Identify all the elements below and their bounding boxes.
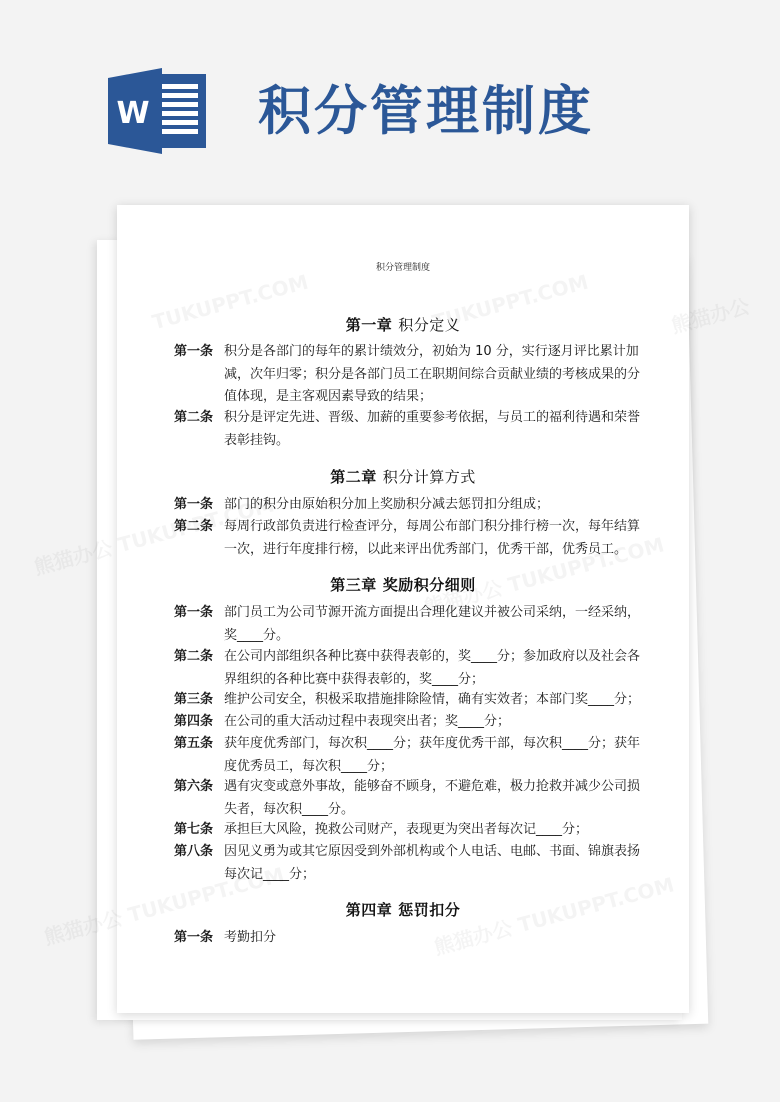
article-text: 遇有灾变或意外事故，能够奋不顾身，不避危难，极力抢救并减少公司损失者，每次积____分。 (224, 779, 641, 817)
running-header: 积分管理制度 (375, 263, 430, 273)
article-text: 积分是各部门的每年的累计绩效分，初始为 10 分，实行逐月评比累计加减，次年归零；积分是各部门员工在职期间综合贡献业绩的考核成果的分值体现，是主客观因素导致的结果； (224, 344, 641, 404)
article (174, 711, 644, 734)
article-label: 第二条 (174, 649, 214, 664)
article-label: 第四条 (174, 714, 214, 729)
chapter-number: 第四章 (345, 901, 393, 919)
chapter-heading (117, 899, 689, 920)
article (174, 494, 644, 517)
article-text: 部门员工为公司节源开流方面提出合理化建议并被公司采纳，一经采纳，奖____分。 (224, 605, 641, 643)
article-label: 第三条 (174, 692, 214, 707)
article-text: 承担巨大风险，挽救公司财产，表现更为突出者每次记____分； (224, 822, 589, 837)
word-icon (108, 68, 208, 154)
article (174, 927, 644, 950)
article-text: 在公司的重大活动过程中表现突出者；奖____分； (224, 714, 511, 729)
article (174, 689, 644, 712)
document-page (117, 205, 689, 1013)
article (174, 733, 644, 778)
article-label: 第五条 (174, 736, 214, 751)
chapter-title: 奖励积分细则 (382, 576, 476, 594)
article (174, 841, 644, 886)
chapter-title: 惩罚扣分 (398, 901, 461, 919)
article-label: 第一条 (174, 344, 214, 359)
article-text: 每周行政部负责进行检查评分，每周公布部门积分排行榜一次，每年结算一次，进行年度排行榜，以此来评出优秀部门，优秀干部，优秀员工。 (224, 519, 641, 557)
chapter-number: 第一章 (345, 316, 393, 334)
article-text: 在公司内部组织各种比赛中获得表彰的，奖____分；参加政府以及社会各界组织的各种比赛中获得表彰的，奖____分； (224, 649, 641, 687)
banner-title: 积分管理制度 (258, 80, 594, 142)
article-label: 第一条 (174, 930, 214, 945)
article (174, 646, 644, 691)
article-label: 第一条 (174, 497, 214, 512)
article-label: 第一条 (174, 605, 214, 620)
article (174, 516, 644, 561)
article (174, 776, 644, 821)
chapter-title: 积分计算方式 (382, 468, 476, 486)
article-text: 部门的积分由原始积分加上奖励积分减去惩罚扣分组成； (224, 497, 550, 512)
article-text: 维护公司安全，积极采取措施排除险情，确有实效者；本部门奖____分； (224, 692, 641, 707)
chapter-number: 第二章 (330, 468, 377, 486)
banner (0, 0, 780, 190)
chapter-heading (117, 466, 689, 487)
article-text: 获年度优秀部门，每次积____分；获年度优秀干部，每次积____分；获年度优秀员工，每次积____分； (224, 736, 641, 774)
article (174, 602, 644, 647)
article (174, 819, 644, 842)
chapter-heading (117, 314, 689, 335)
article-text: 因见义勇为或其它原因受到外部机构或个人电话、电邮、书面、锦旗表扬每次记____分； (224, 844, 641, 882)
article-label: 第七条 (174, 822, 214, 837)
svg-text:W: W (116, 96, 150, 131)
article-label: 第二条 (174, 410, 214, 425)
article (174, 341, 644, 409)
chapter-heading (117, 574, 689, 595)
article-label: 第八条 (174, 844, 214, 859)
chapter-number: 第三章 (330, 576, 377, 594)
article-text: 考勤扣分 (224, 930, 277, 945)
article-text: 积分是评定先进、晋级、加薪的重要参考依据，与员工的福利待遇和荣誉表彰挂钩。 (224, 410, 641, 448)
article-label: 第二条 (174, 519, 214, 534)
article-label: 第六条 (174, 779, 214, 794)
chapter-title: 积分定义 (398, 316, 461, 334)
article (174, 407, 644, 452)
